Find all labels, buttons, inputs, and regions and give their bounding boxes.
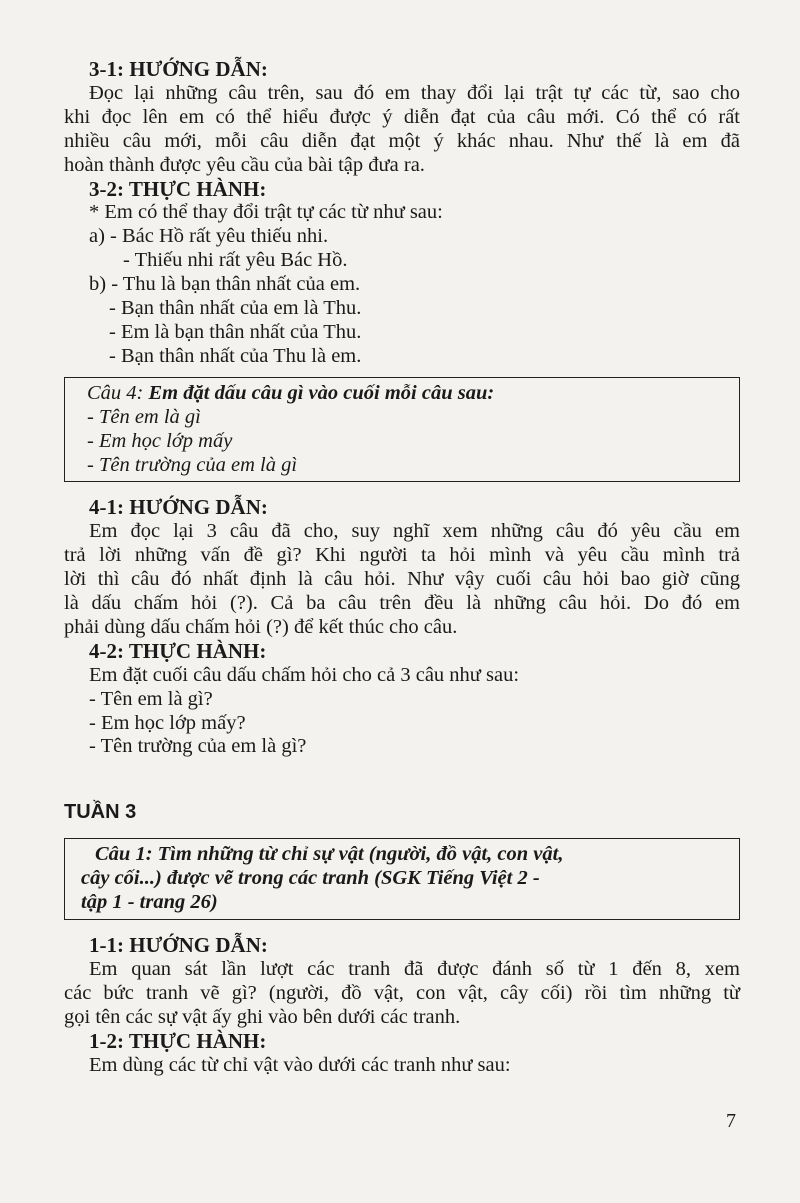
paragraph-line: Em đọc lại 3 câu đã cho, suy nghĩ xem những câu đó yêu cầu em (89, 520, 740, 543)
heading-3-1: 3-1: HƯỚNG DẪN: (89, 57, 268, 81)
heading-3-2: 3-2: THỰC HÀNH: (89, 176, 267, 201)
paragraph-line: các bức tranh vẽ gì? (người, đồ vật, con vật, cây cối) rồi tìm những từ (64, 981, 740, 1004)
paragraph-line: lời thì câu đó nhất định là câu hỏi. Như vậy cuối câu hỏi bao giờ cũng (64, 568, 740, 591)
question-4-label: Câu 4: (87, 381, 144, 404)
practice-line: * Em có thể thay đổi trật tự các từ như sau: (89, 201, 443, 224)
page-content (64, 58, 740, 1078)
practice-line: - Em học lớp mấy? (89, 711, 246, 734)
paragraph-line: Đọc lại những câu trên, sau đó em thay đổi lại trật tự các từ, sao cho (89, 81, 740, 104)
practice-line: - Em là bạn thân nhất của Thu. (109, 320, 362, 343)
paragraph-line: gọi tên các sự vật ấy ghi vào bên dưới các tranh. (64, 1005, 461, 1028)
question-4-text: Em đặt dấu câu gì vào cuối mỗi câu sau: (143, 381, 495, 404)
paragraph-line: là dấu chấm hỏi (?). Cả ba câu trên đều là những câu hỏi. Do đó em (64, 592, 740, 615)
paragraph-line: trả lời những vấn đề gì? Khi người ta hỏi mình và yêu cầu mình trả (64, 544, 740, 567)
page-number: 7 (726, 1110, 736, 1132)
paragraph-line: phải dùng dấu chấm hỏi (?) để kết thúc cho câu. (64, 615, 458, 638)
paragraph-line: khi đọc lên em có thể hiểu được ý diễn đạt của câu mới. Có thể có rất (64, 105, 740, 128)
practice-line: - Tên trường của em là gì? (89, 735, 307, 758)
heading-4-2: 4-2: THỰC HÀNH: (89, 638, 267, 663)
question-1-box (64, 838, 740, 920)
question-item: - Em học lớp mấy (87, 429, 233, 452)
practice-line: b) - Thu là bạn thân nhất của em. (89, 273, 361, 296)
paragraph-line: hoàn thành được yêu cầu của bài tập đưa ra. (64, 153, 425, 176)
heading-1-2: 1-2: THỰC HÀNH: (89, 1028, 267, 1053)
practice-line: - Bạn thân nhất của Thu là em. (109, 344, 362, 367)
question-1-line: cây cối...) được vẽ trong các tranh (SGK Tiếng Việt 2 - (81, 867, 540, 890)
question-1-line: tập 1 - trang 26) (81, 891, 218, 914)
practice-line: - Thiếu nhi rất yêu Bác Hồ. (123, 249, 348, 272)
heading-4-1: 4-1: HƯỚNG DẪN: (89, 495, 268, 520)
question-4-title (87, 382, 729, 406)
question-item: - Tên em là gì (87, 405, 201, 428)
practice-line: - Tên em là gì? (89, 687, 213, 710)
question-item: - Tên trường của em là gì (87, 453, 298, 476)
paragraph-line: Em quan sát lần lượt các tranh đã được đánh số từ 1 đến 8, xem (89, 958, 740, 980)
week-title: TUẦN 3 (64, 801, 137, 824)
heading-1-1: 1-1: HƯỚNG DẪN: (89, 933, 268, 958)
practice-line: - Bạn thân nhất của em là Thu. (109, 297, 362, 320)
question-1-line: Câu 1: Tìm những từ chỉ sự vật (người, đồ vật, con vật, (95, 843, 564, 866)
practice-line: a) - Bác Hồ rất yêu thiếu nhi. (89, 225, 329, 248)
practice-line: Em đặt cuối câu dấu chấm hỏi cho cả 3 câu như sau: (89, 663, 520, 686)
paragraph-line: nhiều câu mới, mỗi câu diễn đạt một ý khác nhau. Như thế là em đã (64, 129, 740, 152)
practice-line: Em dùng các từ chỉ vật vào dưới các tranh như sau: (89, 1053, 511, 1076)
question-4-box (64, 377, 740, 483)
